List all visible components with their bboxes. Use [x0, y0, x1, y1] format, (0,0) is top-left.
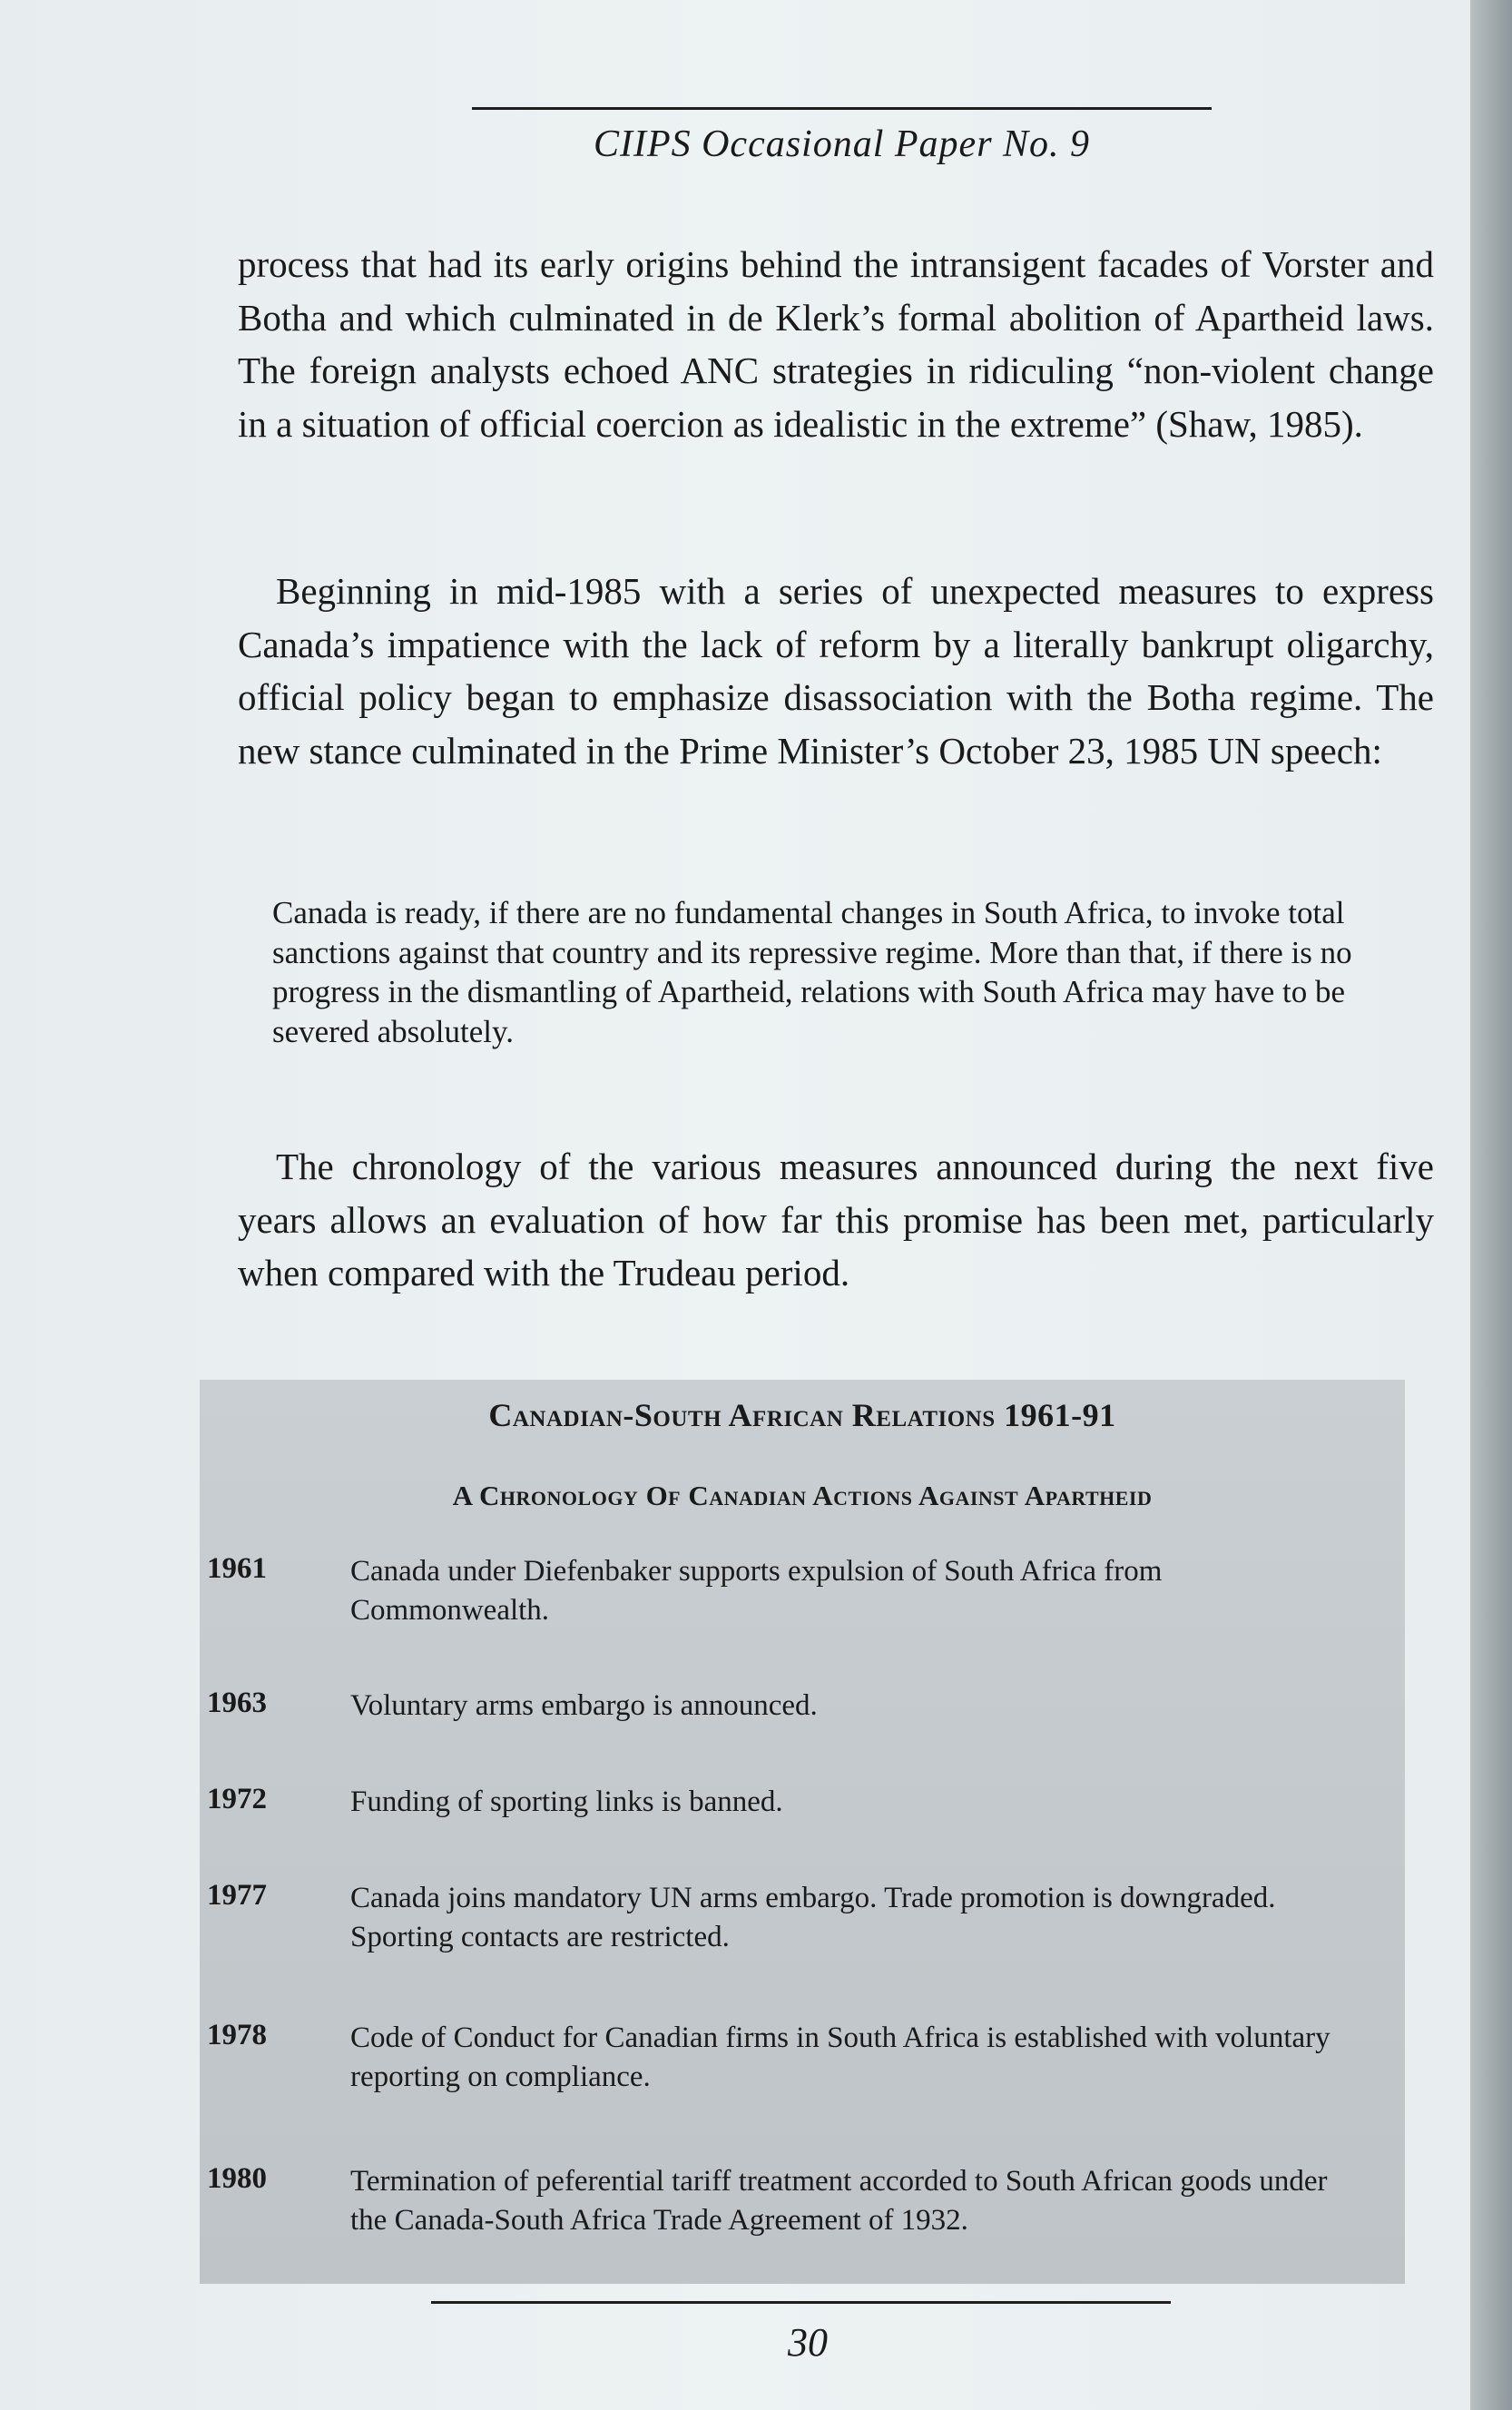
block-quote: Canada is ready, if there are no fundamental changes in South Africa, to invoke total sanctions against that country and its repressive regime. More than that, if there is no progress in the dismantling of Apartheid, relations with South Africa may have to be severed absolutely.	[272, 895, 1352, 1049]
entry-year: 1978	[207, 2019, 267, 2051]
entry-text: Code of Conduct for Canadian firms in South Africa is established with voluntary reporting on compliance.	[350, 2021, 1330, 2093]
entry-year: 1980	[207, 2162, 267, 2195]
entry-text: Voluntary arms embargo is announced.	[350, 1689, 818, 1722]
body-paragraph-2: Beginning in mid-1985 with a series of unexpected measures to express Canada’s impatience with the lack of reform by a literally bankrupt oligarchy, official policy began to emphasize disassociation with the Botha regime. The new stance culminated in the Prime Minister’s October 23, 1985 UN speech:	[238, 570, 1434, 772]
entry-text: Canada joins mandatory UN arms embargo. Trade promotion is downgraded. Sporting contacts are restricted.	[350, 1882, 1276, 1953]
entry-text: Funding of sporting links is banned.	[350, 1785, 783, 1818]
entry-year: 1972	[207, 1783, 267, 1815]
running-head: CIIPS Occasional Paper No. 9	[593, 123, 1091, 165]
header-rule	[472, 107, 1212, 110]
entry-year: 1977	[207, 1879, 267, 1912]
chronology-box	[200, 1380, 1405, 2284]
page-number: 30	[788, 2320, 828, 2365]
entry-year: 1961	[207, 1552, 267, 1585]
chronology-title: Canadian-South African Relations 1961-91	[488, 1397, 1116, 1433]
body-paragraph-1: process that had its early origins behind the intransigent facades of Vorster and Botha and which culminated in de Klerk’s formal abolition of Apartheid laws. The foreign analysts echoed ANC strategies in ridiculing “non-violent change in a situation of official coercion as idealistic in the extreme” (Shaw, 1985).	[238, 243, 1434, 445]
entry-text: Termination of peferential tariff treatment accorded to South African goods under the Canada-South Africa Trade Agreement of 1932.	[350, 2165, 1328, 2237]
book-spine-edge	[1470, 0, 1512, 2410]
chronology-subtitle: A Chronology Of Canadian Actions Against Apartheid	[452, 1480, 1153, 1511]
entry-text: Canada under Diefenbaker supports expulsion of South Africa from Commonwealth.	[350, 1555, 1163, 1627]
footer-rule	[431, 2301, 1171, 2304]
entry-year: 1963	[207, 1687, 267, 1719]
body-paragraph-3: The chronology of the various measures announced during the next five years allows an evaluation of how far this promise has been met, particularly when compared with the Trudeau period.	[238, 1146, 1434, 1294]
